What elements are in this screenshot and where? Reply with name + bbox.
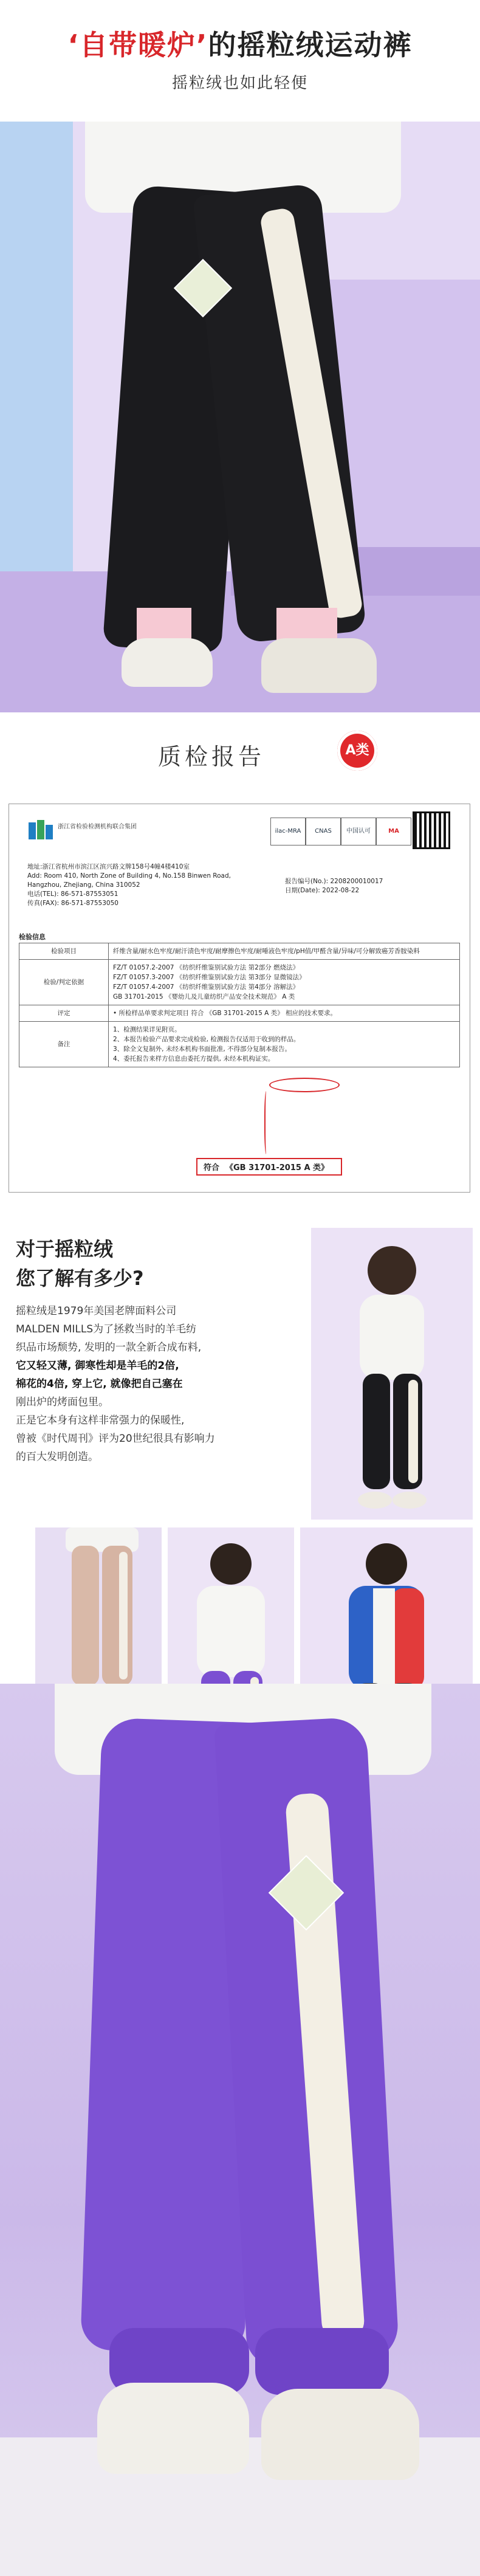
photo-tile-pink-pants <box>35 1527 162 1701</box>
cma-logo: MA <box>376 818 411 845</box>
quality-title: 质检报告 <box>158 743 266 770</box>
intro-line-bold: 它又轻又薄, 御寒性却是羊毛的2倍, <box>16 1360 179 1372</box>
product-photo-purple-pants <box>0 1684 480 2576</box>
report-date: 日期(Date): 2022-08-22 <box>285 887 360 894</box>
intro-paragraph <box>16 1302 307 1466</box>
intro-heading-1: 对于摇粒绒 <box>16 1238 114 1261</box>
address-cn: 地址:浙江省杭州市滨江区滨兴路文牌158号4幢4楼410室 <box>27 863 190 870</box>
intro-line: 曾被《时代周刊》评为20世纪很具有影响力 <box>16 1433 215 1445</box>
conformity-standard: 《GB 31701-2015 A 类》 <box>225 1163 329 1173</box>
table-row <box>19 1005 460 1022</box>
inspection-report <box>0 790 480 1210</box>
intro-line: MALDEN MILLS为了拯救当时的羊毛纺 <box>16 1323 197 1335</box>
title-quote-close: ’ <box>196 29 208 61</box>
title-rest: 的摇粒绒运动裤 <box>208 29 413 61</box>
intro-heading-2: 您了解有多少? <box>16 1267 144 1290</box>
table-row <box>19 943 460 960</box>
ilac-mra-logo: ilac-MRA <box>270 818 306 845</box>
page-title <box>0 23 480 63</box>
row-key: 检验/判定依据 <box>19 960 109 1005</box>
intro-line: 刚出炉的烤面包里。 <box>16 1396 109 1408</box>
sneaker-right <box>261 2389 419 2480</box>
row-value: 纤维含量/耐水色牢度/耐汗渍色牢度/耐摩擦色牢度/耐唾液色牢度/pH值/甲醛含量/异味/可分解致癌芳香胺染料 <box>109 943 460 960</box>
china-accreditation-logo: 中国认可 <box>341 818 376 845</box>
intro-line: 织品市场颓势, 发明的一款全新合成布料, <box>16 1341 202 1354</box>
conformity-label: 符合 <box>204 1163 220 1173</box>
row-key: 备注 <box>19 1022 109 1067</box>
model-photo-girl-black-pants <box>311 1228 473 1520</box>
page-header <box>0 0 480 122</box>
tel: 电话(TEL): 86-571-87553051 <box>27 890 118 898</box>
table-row <box>19 1022 460 1067</box>
title-highlight: 自带暖炉 <box>80 29 196 61</box>
product-photo-black-pants <box>0 122 480 712</box>
intro-line: 正是它本身有这样非常强力的保暖性, <box>16 1414 185 1427</box>
title-quote-open: ‘ <box>67 29 80 61</box>
row-value: FZ/T 01057.2-2007 《纺织纤维鉴别试验方法 第2部分 燃烧法》 FZ/T 01057.3-2007 《纺织纤维鉴别试验方法 第3部分 显微镜法》 FZ/T 01057.4-2007 《纺织纤维鉴别试验方法 第4部分 溶解法》 GB 31701-2015 《婴幼儿及儿童纺织产品安全技术规范》 A 类 <box>109 960 460 1005</box>
row-key: 评定 <box>19 1005 109 1022</box>
pink-pants-illustration <box>35 1527 162 1701</box>
conformity-box <box>196 1158 342 1176</box>
sneaker-left <box>122 638 213 687</box>
inspection-table <box>19 943 460 1067</box>
quality-header <box>0 712 480 790</box>
cnas-logo: CNAS <box>306 818 341 845</box>
address-en-2: Hangzhou, Zhejiang, China 310052 <box>27 881 140 889</box>
sneaker-right <box>261 638 377 693</box>
table-row <box>19 960 460 1005</box>
highlight-arrow <box>264 1091 269 1154</box>
report-address <box>27 863 231 908</box>
row-value: • 所检样品单要求判定项目 符合 《GB 31701-2015 A 类》 相应的技术要求。 <box>109 1005 460 1022</box>
org-name: 浙江省检验检测机构联合集团 <box>58 824 137 830</box>
address-en-1: Add: Room 410, North Zone of Building 4, No.158 Binwen Road, <box>27 872 231 880</box>
highlight-circle <box>269 1078 340 1092</box>
intro-line: 摇粒绒是1979年美国老牌面料公司 <box>16 1305 177 1317</box>
fax: 传真(FAX): 86-571-87553050 <box>27 900 118 907</box>
intro-line: 的百大发明创造。 <box>16 1451 98 1463</box>
report-paper <box>9 804 470 1193</box>
page-subtitle: 摇粒绒也如此轻便 <box>171 74 308 92</box>
section-title: 检验信息 <box>19 933 46 941</box>
sneaker-left <box>97 2383 249 2474</box>
intro-line-bold: 棉花的4倍, 穿上它, 就像把自己塞在 <box>16 1378 183 1390</box>
row-key: 检验项目 <box>19 943 109 960</box>
report-number: 报告编号(No.): 2208200010017 <box>285 878 383 885</box>
pant-cuff-right <box>255 2328 389 2395</box>
row-value: 1、检测结果详见附页。 2、本报告检验产品要求完成检验, 检测报告仅适用于收到的样品。 3、除全文复制外, 未经本机构书面批准, 不得部分复制本报告。 4、委托报告来样方信息由委托方提供, 未经本机构证实。 <box>109 1022 460 1067</box>
report-meta <box>285 877 383 895</box>
model-figure-illustration <box>311 1228 473 1520</box>
a-class-badge: A类 <box>337 731 377 771</box>
org-logo-icon <box>27 819 55 843</box>
qr-code-icon <box>413 811 450 849</box>
fleece-intro <box>0 1210 480 1684</box>
